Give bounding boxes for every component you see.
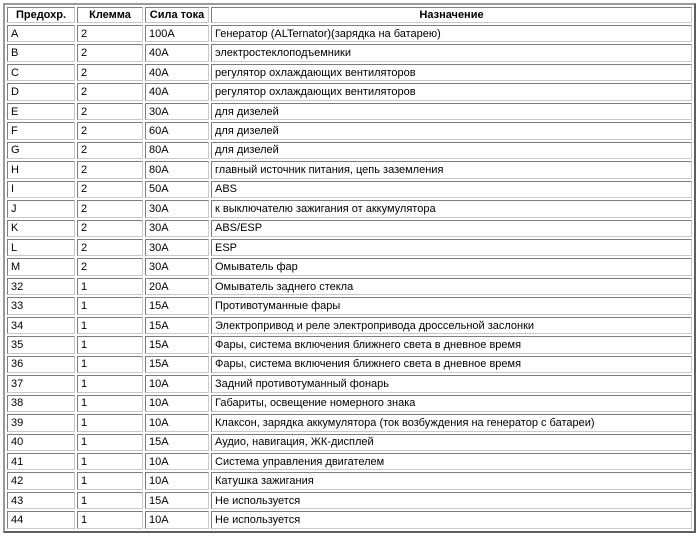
- cell-amperage: 15A: [145, 336, 209, 353]
- cell-fuse: 44: [7, 511, 75, 529]
- cell-terminal: 2: [77, 142, 143, 159]
- cell-terminal: 1: [77, 297, 143, 314]
- cell-amperage: 80A: [145, 142, 209, 159]
- cell-fuse: A: [7, 25, 75, 42]
- cell-purpose: Габариты, освещение номерного знака: [211, 395, 692, 412]
- cell-purpose: Фары, система включения ближнего света в дневное время: [211, 356, 692, 373]
- cell-terminal: 2: [77, 258, 143, 275]
- cell-purpose: для дизелей: [211, 103, 692, 120]
- cell-amperage: 10A: [145, 472, 209, 489]
- cell-amperage: 10A: [145, 395, 209, 412]
- table-row: [7, 220, 692, 237]
- column-header-fuse: Предохр.: [7, 7, 75, 23]
- cell-amperage: 60A: [145, 122, 209, 139]
- table-row: [7, 414, 692, 431]
- cell-fuse: 32: [7, 278, 75, 295]
- cell-amperage: 40A: [145, 44, 209, 61]
- table-row: [7, 278, 692, 295]
- cell-terminal: 1: [77, 395, 143, 412]
- table-row: [7, 25, 692, 42]
- cell-terminal: 1: [77, 317, 143, 334]
- table-row: [7, 64, 692, 81]
- cell-purpose: регулятор охлаждающих вентиляторов: [211, 83, 692, 100]
- table-row: [7, 103, 692, 120]
- cell-purpose: Не используется: [211, 492, 692, 509]
- cell-fuse: L: [7, 239, 75, 256]
- cell-terminal: 2: [77, 122, 143, 139]
- cell-fuse: 40: [7, 434, 75, 451]
- cell-fuse: M: [7, 258, 75, 275]
- cell-terminal: 2: [77, 200, 143, 217]
- cell-purpose: ESP: [211, 239, 692, 256]
- cell-purpose: электростеклоподъемники: [211, 44, 692, 61]
- cell-amperage: 15A: [145, 356, 209, 373]
- table-row: [7, 200, 692, 217]
- table-row: [7, 434, 692, 451]
- fuse-table-header: [7, 7, 692, 23]
- cell-terminal: 1: [77, 375, 143, 392]
- table-row: [7, 181, 692, 198]
- cell-terminal: 2: [77, 103, 143, 120]
- cell-terminal: 1: [77, 453, 143, 470]
- cell-purpose: главный источник питания, цепь заземления: [211, 161, 692, 178]
- column-header-terminal: Клемма: [77, 7, 143, 23]
- cell-terminal: 2: [77, 25, 143, 42]
- fuse-table: [3, 3, 696, 533]
- cell-amperage: 15A: [145, 297, 209, 314]
- cell-amperage: 15A: [145, 492, 209, 509]
- cell-fuse: 39: [7, 414, 75, 431]
- cell-fuse: G: [7, 142, 75, 159]
- cell-amperage: 30A: [145, 239, 209, 256]
- cell-fuse: B: [7, 44, 75, 61]
- cell-fuse: D: [7, 83, 75, 100]
- cell-amperage: 40A: [145, 64, 209, 81]
- cell-fuse: K: [7, 220, 75, 237]
- cell-fuse: 34: [7, 317, 75, 334]
- table-row: [7, 142, 692, 159]
- cell-terminal: 1: [77, 492, 143, 509]
- cell-purpose: Противотуманные фары: [211, 297, 692, 314]
- cell-amperage: 30A: [145, 103, 209, 120]
- cell-purpose: Электропривод и реле электропривода дроссельной заслонки: [211, 317, 692, 334]
- table-row: [7, 83, 692, 100]
- table-row: [7, 44, 692, 61]
- cell-fuse: 36: [7, 356, 75, 373]
- cell-purpose: ABS/ESP: [211, 220, 692, 237]
- cell-purpose: Система управления двигателем: [211, 453, 692, 470]
- cell-purpose: ABS: [211, 181, 692, 198]
- cell-purpose: регулятор охлаждающих вентиляторов: [211, 64, 692, 81]
- table-row: [7, 122, 692, 139]
- cell-purpose: для дизелей: [211, 122, 692, 139]
- cell-fuse: 41: [7, 453, 75, 470]
- cell-purpose: Клаксон, зарядка аккумулятора (ток возбуждения на генератор с батареи): [211, 414, 692, 431]
- table-row: [7, 511, 692, 529]
- cell-fuse: 38: [7, 395, 75, 412]
- cell-fuse: 35: [7, 336, 75, 353]
- cell-purpose: для дизелей: [211, 142, 692, 159]
- cell-terminal: 2: [77, 220, 143, 237]
- cell-fuse: H: [7, 161, 75, 178]
- table-row: [7, 317, 692, 334]
- cell-amperage: 10A: [145, 375, 209, 392]
- cell-terminal: 2: [77, 64, 143, 81]
- cell-fuse: 42: [7, 472, 75, 489]
- cell-fuse: 43: [7, 492, 75, 509]
- table-row: [7, 375, 692, 392]
- cell-amperage: 80A: [145, 161, 209, 178]
- cell-amperage: 100A: [145, 25, 209, 42]
- table-row: [7, 453, 692, 470]
- cell-terminal: 2: [77, 44, 143, 61]
- cell-terminal: 2: [77, 161, 143, 178]
- cell-fuse: E: [7, 103, 75, 120]
- cell-amperage: 10A: [145, 511, 209, 529]
- cell-amperage: 15A: [145, 317, 209, 334]
- column-header-amperage: Сила тока: [145, 7, 209, 23]
- cell-terminal: 1: [77, 414, 143, 431]
- cell-terminal: 2: [77, 239, 143, 256]
- fuse-table-body: [7, 25, 692, 529]
- cell-purpose: Генератор (ALTernator)(зарядка на батарею): [211, 25, 692, 42]
- cell-amperage: 10A: [145, 453, 209, 470]
- cell-fuse: J: [7, 200, 75, 217]
- table-row: [7, 356, 692, 373]
- cell-amperage: 20A: [145, 278, 209, 295]
- cell-purpose: Аудио, навигация, ЖК-дисплей: [211, 434, 692, 451]
- table-row: [7, 161, 692, 178]
- table-row: [7, 336, 692, 353]
- header-row: [7, 7, 692, 23]
- cell-amperage: 50A: [145, 181, 209, 198]
- cell-terminal: 1: [77, 511, 143, 529]
- table-row: [7, 395, 692, 412]
- cell-purpose: к выключателю зажигания от аккумулятора: [211, 200, 692, 217]
- cell-purpose: Задний противотуманный фонарь: [211, 375, 692, 392]
- cell-amperage: 15A: [145, 434, 209, 451]
- cell-amperage: 30A: [145, 200, 209, 217]
- cell-purpose: Омыватель заднего стекла: [211, 278, 692, 295]
- cell-terminal: 1: [77, 278, 143, 295]
- cell-amperage: 40A: [145, 83, 209, 100]
- cell-terminal: 2: [77, 181, 143, 198]
- cell-fuse: 33: [7, 297, 75, 314]
- cell-fuse: F: [7, 122, 75, 139]
- cell-purpose: Фары, система включения ближнего света в дневное время: [211, 336, 692, 353]
- cell-fuse: 37: [7, 375, 75, 392]
- cell-amperage: 30A: [145, 220, 209, 237]
- cell-terminal: 1: [77, 434, 143, 451]
- table-row: [7, 297, 692, 314]
- table-row: [7, 239, 692, 256]
- cell-terminal: 2: [77, 83, 143, 100]
- cell-amperage: 30A: [145, 258, 209, 275]
- cell-terminal: 1: [77, 356, 143, 373]
- cell-terminal: 1: [77, 336, 143, 353]
- cell-purpose: Омыватель фар: [211, 258, 692, 275]
- cell-fuse: C: [7, 64, 75, 81]
- cell-purpose: Катушка зажигания: [211, 472, 692, 489]
- table-row: [7, 472, 692, 489]
- cell-fuse: I: [7, 181, 75, 198]
- table-row: [7, 492, 692, 509]
- cell-terminal: 1: [77, 472, 143, 489]
- cell-amperage: 10A: [145, 414, 209, 431]
- column-header-purpose: Назначение: [211, 7, 692, 23]
- table-row: [7, 258, 692, 275]
- cell-purpose: Не используется: [211, 511, 692, 529]
